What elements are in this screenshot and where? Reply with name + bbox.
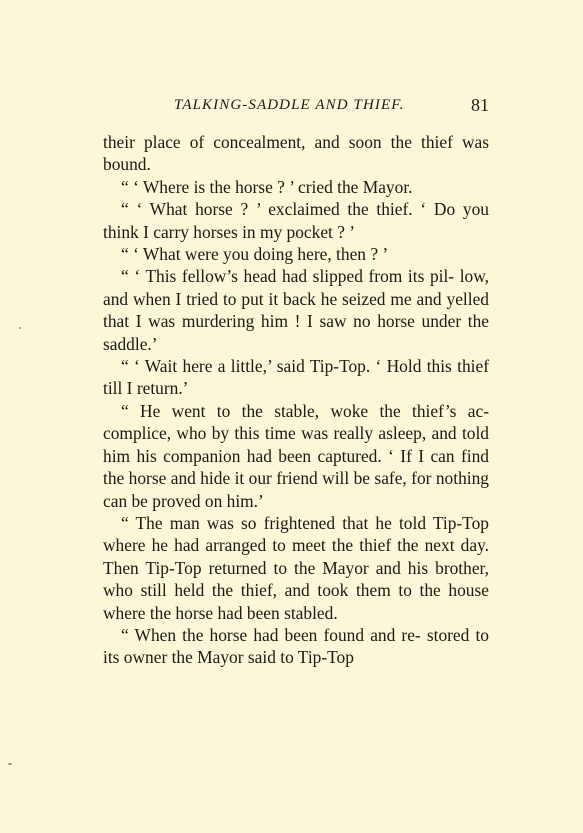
paragraph: “ ‘ What horse ? ’ exclaimed the thief. ‘ Do you think I carry horses in my pocket ? ’ (103, 199, 489, 242)
paragraph: “ ‘ Wait here a little,’ said Tip-Top. ‘ Hold this thief till I return.’ (103, 356, 489, 399)
paragraph: “ ‘ Where is the horse ? ’ cried the Mayor. (121, 176, 413, 197)
paragraph: “ The man was so frightened that he told Tip-Top where he had arranged to meet the thief the next day. Then Tip-Top returned to the Mayor and his brother, who still held the thief, and took them to the house where the horse had been stabled. (103, 512, 489, 623)
paragraph: their place of concealment, and soon the thief was bound. (103, 132, 489, 175)
paragraph: “ When the horse had been found and re- stored to its owner the Mayor said to Tip-Top (103, 624, 489, 668)
page-header (103, 97, 489, 121)
paragraph: “ ‘ What were you doing here, then ? ’ (121, 244, 389, 265)
paper-speck (19, 327, 21, 329)
paragraph: “ He went to the stable, woke the thief’s ac- complice, who by this time was really asleep, and told him his companion had been captured. ‘ If I can find the horse and hide it our friend will be safe, for nothing can be proved on him.’ (103, 400, 489, 511)
paragraph: “ ‘ This fellow’s head had slipped from its pil- low, and when I tried to put it back he seized me and yelled that I was murdering him ! I saw no horse under the saddle.’ (103, 266, 489, 354)
body-text (103, 131, 489, 669)
running-title: TALKING-SADDLE AND THIEF. (174, 97, 405, 113)
paper-speck (8, 763, 12, 765)
page-number: 81 (471, 95, 489, 115)
